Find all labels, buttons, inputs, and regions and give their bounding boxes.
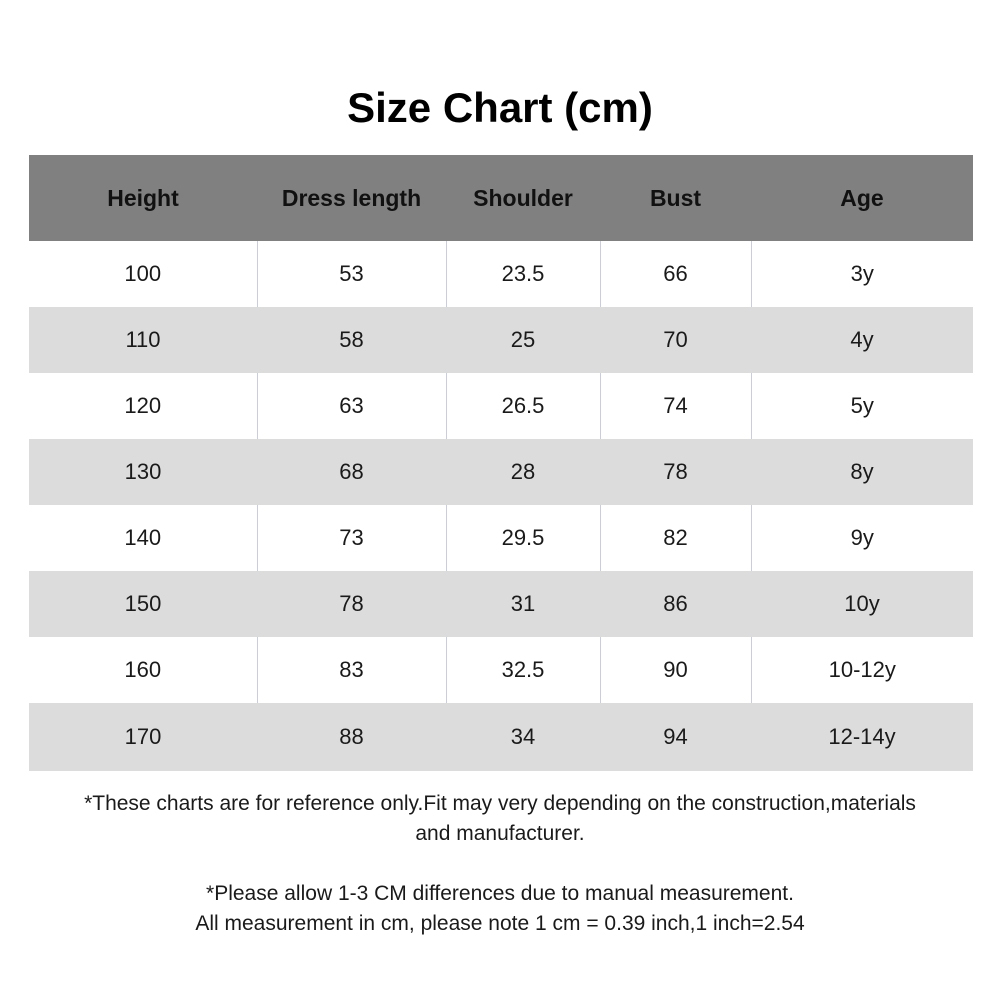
table-row (29, 505, 973, 571)
cell-height: 120 (29, 373, 257, 439)
cell-height: 160 (29, 637, 257, 703)
cell-shoulder: 25 (446, 307, 600, 373)
cell-height: 130 (29, 439, 257, 505)
reference-note-line: and manufacturer. (415, 822, 585, 845)
cell-bust: 70 (600, 307, 751, 373)
column-header-age: Age (751, 155, 973, 241)
cell-age: 9y (751, 505, 973, 571)
cell-shoulder: 31 (446, 571, 600, 637)
cell-dress-length: 63 (257, 373, 446, 439)
table-row (29, 373, 973, 439)
table-row (29, 571, 973, 637)
cell-shoulder: 26.5 (446, 373, 600, 439)
reference-note-line: *These charts are for reference only.Fit may very depending on the construction,materials (84, 792, 916, 815)
cell-shoulder: 28 (446, 439, 600, 505)
cell-age: 10y (751, 571, 973, 637)
cell-age: 5y (751, 373, 973, 439)
cell-bust: 86 (600, 571, 751, 637)
reference-note (0, 789, 1000, 849)
cell-age: 3y (751, 241, 973, 307)
cell-age: 4y (751, 307, 973, 373)
cell-height: 150 (29, 571, 257, 637)
cell-bust: 74 (600, 373, 751, 439)
measurement-note-line: *Please allow 1-3 CM differences due to manual measurement. (206, 882, 794, 905)
column-header-shoulder: Shoulder (446, 155, 600, 241)
cell-bust: 90 (600, 637, 751, 703)
cell-height: 140 (29, 505, 257, 571)
table-header-row (29, 155, 973, 241)
cell-height: 170 (29, 703, 257, 771)
column-header-dress-length: Dress length (257, 155, 446, 241)
cell-bust: 66 (600, 241, 751, 307)
column-header-height: Height (29, 155, 257, 241)
cell-age: 8y (751, 439, 973, 505)
cell-bust: 78 (600, 439, 751, 505)
cell-height: 110 (29, 307, 257, 373)
cell-dress-length: 88 (257, 703, 446, 771)
cell-bust: 82 (600, 505, 751, 571)
table-row (29, 703, 973, 771)
cell-dress-length: 53 (257, 241, 446, 307)
cell-bust: 94 (600, 703, 751, 771)
table-row (29, 307, 973, 373)
measurement-note-line: All measurement in cm, please note 1 cm = 0.39 inch,1 inch=2.54 (195, 912, 805, 935)
cell-dress-length: 78 (257, 571, 446, 637)
page-title: Size Chart (cm) (347, 84, 653, 131)
cell-dress-length: 73 (257, 505, 446, 571)
table-row (29, 637, 973, 703)
cell-age: 12-14y (751, 703, 973, 771)
column-header-bust: Bust (600, 155, 751, 241)
cell-dress-length: 83 (257, 637, 446, 703)
cell-shoulder: 29.5 (446, 505, 600, 571)
cell-dress-length: 58 (257, 307, 446, 373)
cell-shoulder: 23.5 (446, 241, 600, 307)
cell-height: 100 (29, 241, 257, 307)
table-row (29, 241, 973, 307)
table-row (29, 439, 973, 505)
cell-dress-length: 68 (257, 439, 446, 505)
size-table (29, 155, 973, 771)
cell-age: 10-12y (751, 637, 973, 703)
cell-shoulder: 32.5 (446, 637, 600, 703)
cell-shoulder: 34 (446, 703, 600, 771)
measurement-note (0, 879, 1000, 939)
